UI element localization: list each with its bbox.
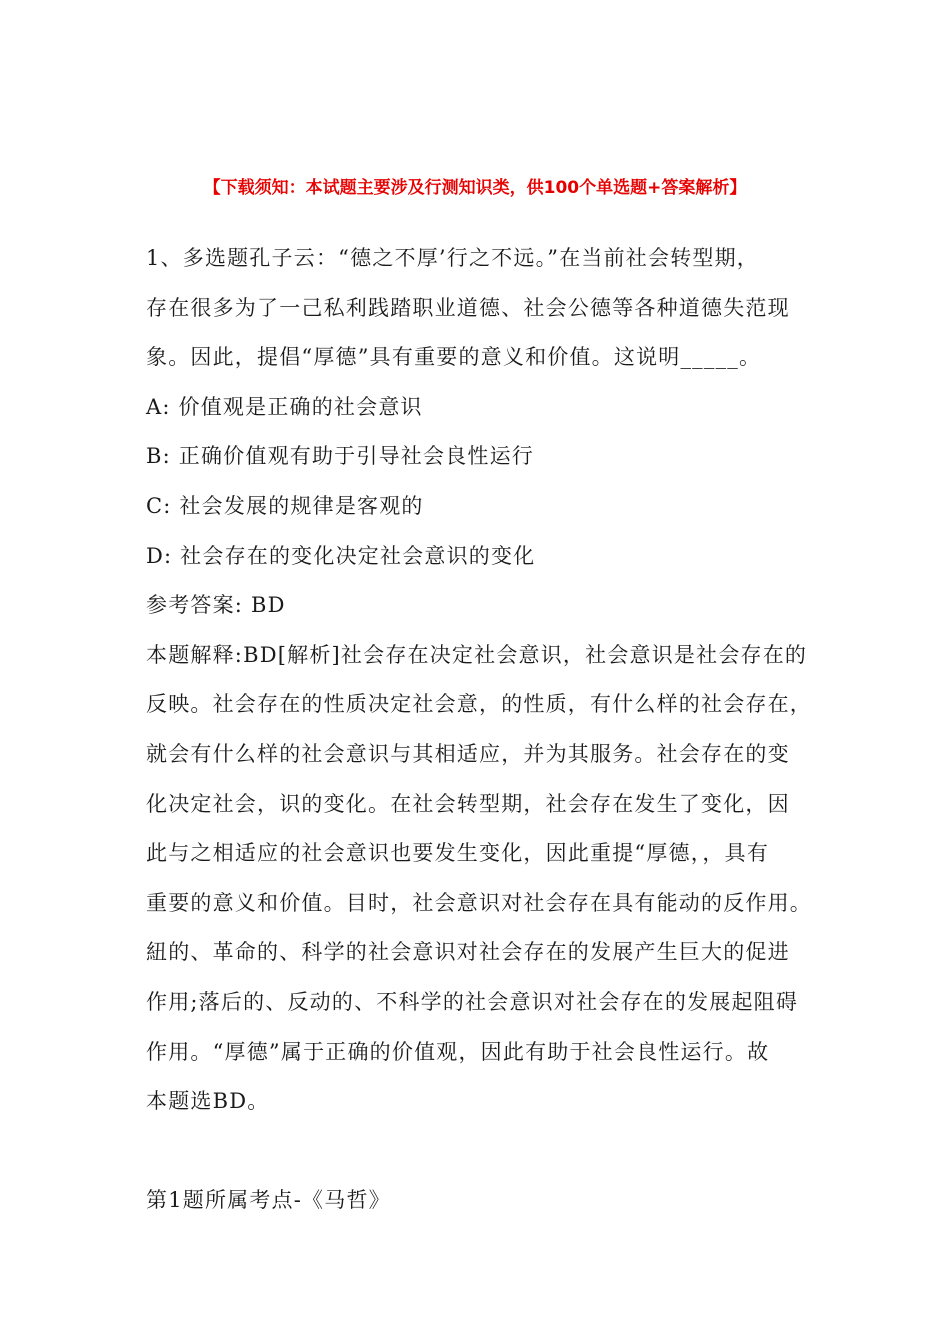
option-b: B: 正确价值观有助于引导社会良性运行 bbox=[146, 444, 534, 469]
explanation-line: 反映。社会存在的性质决定社会意，的性质，有什么样的社会存在， bbox=[146, 692, 812, 717]
topic-label: 第1题所属考点-《马哲》 bbox=[146, 1188, 391, 1213]
explanation-line: 就会有什么样的社会意识与其相适应，并为其服务。社会存在的变 bbox=[146, 741, 790, 766]
explanation-line: 化决定社会，识的变化。在社会转型期，社会存在发生了变化，因 bbox=[146, 791, 790, 816]
question-text-line: 1、多选题孔子云：“德之不厚’行之不远。”在当前社会转型期， bbox=[146, 246, 760, 270]
explanation-line: 本题解释:BD[解析]社会存在决定社会意识，社会意识是社会存在的 bbox=[146, 642, 808, 667]
question-text-line: 存在很多为了一己私利践踏职业道德、社会公德等各种道德失范现 bbox=[146, 295, 790, 320]
option-c: C: 社会发展的规律是客观的 bbox=[146, 493, 424, 518]
question-block bbox=[146, 234, 836, 1226]
explanation-line: 紐的、革命的、科学的社会意识对社会存在的发展产生巨大的促进 bbox=[146, 940, 790, 965]
explanation-line: 本题选BD。 bbox=[146, 1089, 270, 1114]
explanation-line: 此与之相适应的社会意识也要发生变化，因此重提“厚德，，具有 bbox=[146, 841, 770, 866]
explanation-line: 作用。“厚德”属于正确的价值观，因此有助于社会良性运行。故 bbox=[146, 1039, 770, 1064]
explanation-line: 作用;落后的、反动的、不科学的社会意识对社会存在的发展起阻碍 bbox=[146, 989, 799, 1014]
explanation-line: 重要的意义和价值。目时，社会意识对社会存在具有能动的反作用。 bbox=[146, 890, 812, 915]
spacer bbox=[146, 1127, 836, 1177]
option-d: D: 社会存在的变化决定社会意识的变化 bbox=[146, 543, 536, 568]
reference-answer: 参考答案: BD bbox=[146, 593, 286, 618]
question-text-line: 象。因此，提倡“厚德”具有重要的意义和价值。这说明_____。 bbox=[146, 345, 762, 370]
option-a: A: 价值观是正确的社会意识 bbox=[146, 394, 423, 419]
download-notice: 【下载须知：本试题主要涉及行测知识类，供100个单选题+答案解析】 bbox=[203, 178, 747, 198]
